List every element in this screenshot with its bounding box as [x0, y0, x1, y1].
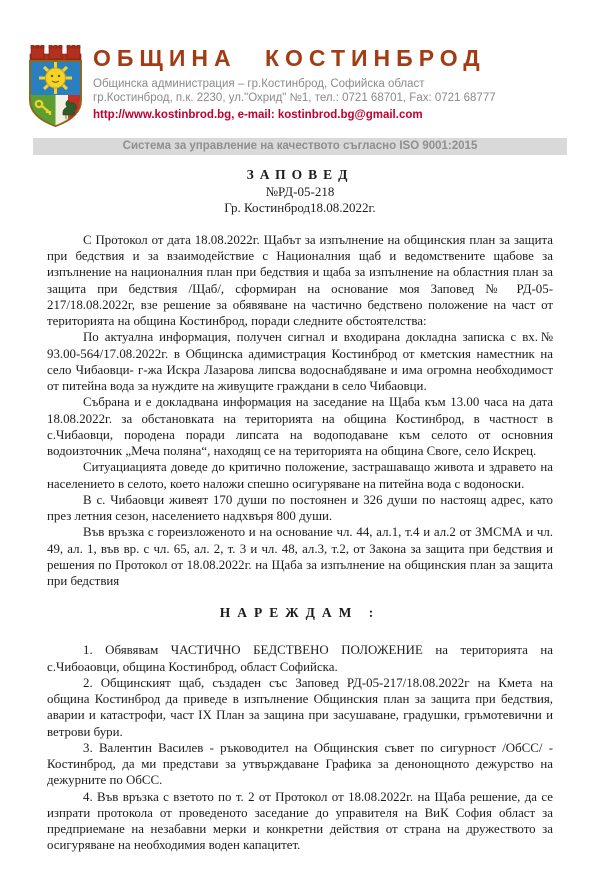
coat-of-arms-icon — [27, 45, 84, 127]
paragraph: В с. Чибаовци живеят 170 души по постоянен и 326 души по настоящ адрес, като през летния сезон, населението надхвъря 800 души. — [47, 492, 553, 523]
municipality-title: ОБЩИНА КОСТИНБРОД — [93, 45, 486, 71]
address-line-2: гр.Костинброд, п.к. 2230, ул."Охрид" №1, тел.: 0721 68701, Fax: 0721 68777 — [93, 91, 496, 104]
order-heading: НАРЕЖДАМ : — [219, 605, 381, 621]
website-email-link[interactable]: http://www.kostinbrod.bg, e-mail: kostinbrod.bg@gmail.com — [93, 109, 423, 122]
document-place-date: Гр. Костинброд18.08.2022г. — [224, 200, 376, 216]
order-item: 2. Общинският щаб, създаден със Заповед РД-05-217/18.08.2022г на Кмета на община Костинброд да приведе в изпълнение Общинския план за защита при бедствия, аварии и катастрофи, част IX План за защина при засушаване, градушки, гръмотевични и ветрови бури. — [47, 675, 553, 739]
order-item: 4. Във връзка с взетото по т. 2 от Протокол от 18.08.2022г. на Щаба решение, да се изпрати протокола от проведеното заседание до управителя на ВиК София област за предприемане на незабавни мерки и конкретни действия от страна на дружеството за осигуряване на необходимия воден капацитет. — [47, 789, 553, 853]
address-line-1: Общинска администрация – гр.Костинброд, Софийска област — [93, 78, 425, 91]
paragraph: Във връзка с гореизложеното и на основание чл. 44, ал.1, т.4 и ал.2 от ЗМСМА и чл. 49, ал. 1, във вр. с чл. 65, ал. 2, т. 3 и чл. 48, ал.3, т.2, от Закона за защита при бедствия и решения по Протокол от 18.08.2022г. на Щаба за изпълнение на общинския план за защита при бедствия — [47, 525, 553, 588]
paragraph: Ситуациацията доведе до критично положение, застрашаващо живота и здравето на населението в селото, което наложи спешно осигуряване на питейна вода с водоноски. — [47, 460, 553, 491]
letterhead-text — [93, 44, 570, 123]
order-document — [0, 155, 600, 894]
document-number: №РД-05-218 — [265, 184, 335, 199]
title-block — [47, 166, 553, 217]
paragraph: По актуална информация, получен сигнал и входирана докладна записка с вх.№ 93.00-564/17.08.2022г. в Общинска адимистрация Костинброд от кметския наместник на село Чибаовци- г-жа Искра Лазарова липсва водоснабдяване и има огромна необходимост от питейна вода за нуждите на живущите граждани в село Чибаовци. — [47, 330, 553, 393]
document-title: ЗАПОВЕД — [246, 167, 354, 182]
order-items — [47, 642, 553, 853]
order-item: 3. Валентин Василев - ръководител на Общинския съвет по сигурност /ОбСС/ - Костинброд, да ми представи за утвърждаване Графика за денонощното дежурство на дежурните по ОбСС. — [47, 740, 553, 788]
paragraph: Събрана и е докладвана информация на заседание на Щаба към 13.00 часа на дата 18.08.2022г. за обстановката на територията на община Костинброд, в частност в с.Чибаовци, породена поради липсата на водоподаване към селото от основния водоизточник „Меча поляна“, находящ се на територията на община Своге, село Искрец. — [47, 395, 553, 458]
iso-quality-banner: Система за управление на качеството съгласно ISO 9001:2015 — [33, 138, 567, 155]
document-body — [47, 232, 553, 590]
paragraph: С Протокол от дата 18.08.2022г. Щабът за изпълнение на общинския план за защита при бедствия и за взаимодействие с Националния щаб и ведомствените щабове за изпълнение на националния план при бедствия и щаба за изпълнение на областния план за защита при бедствия /Щаб/, сформиран на основание моя Заповед № РД-05-217/18.08.2022г, взе решение за обявяване на частично бедствено положение на част от територията на община Костинброд, поради следните обстоятелства: — [47, 232, 553, 328]
letterhead — [0, 0, 600, 127]
order-item: 1. Обявявам ЧАСТИЧНО БЕДСТВЕНО ПОЛОЖЕНИЕ на територията на с.Чибоаовци, община Костинброд, област Софийска. — [47, 643, 553, 674]
